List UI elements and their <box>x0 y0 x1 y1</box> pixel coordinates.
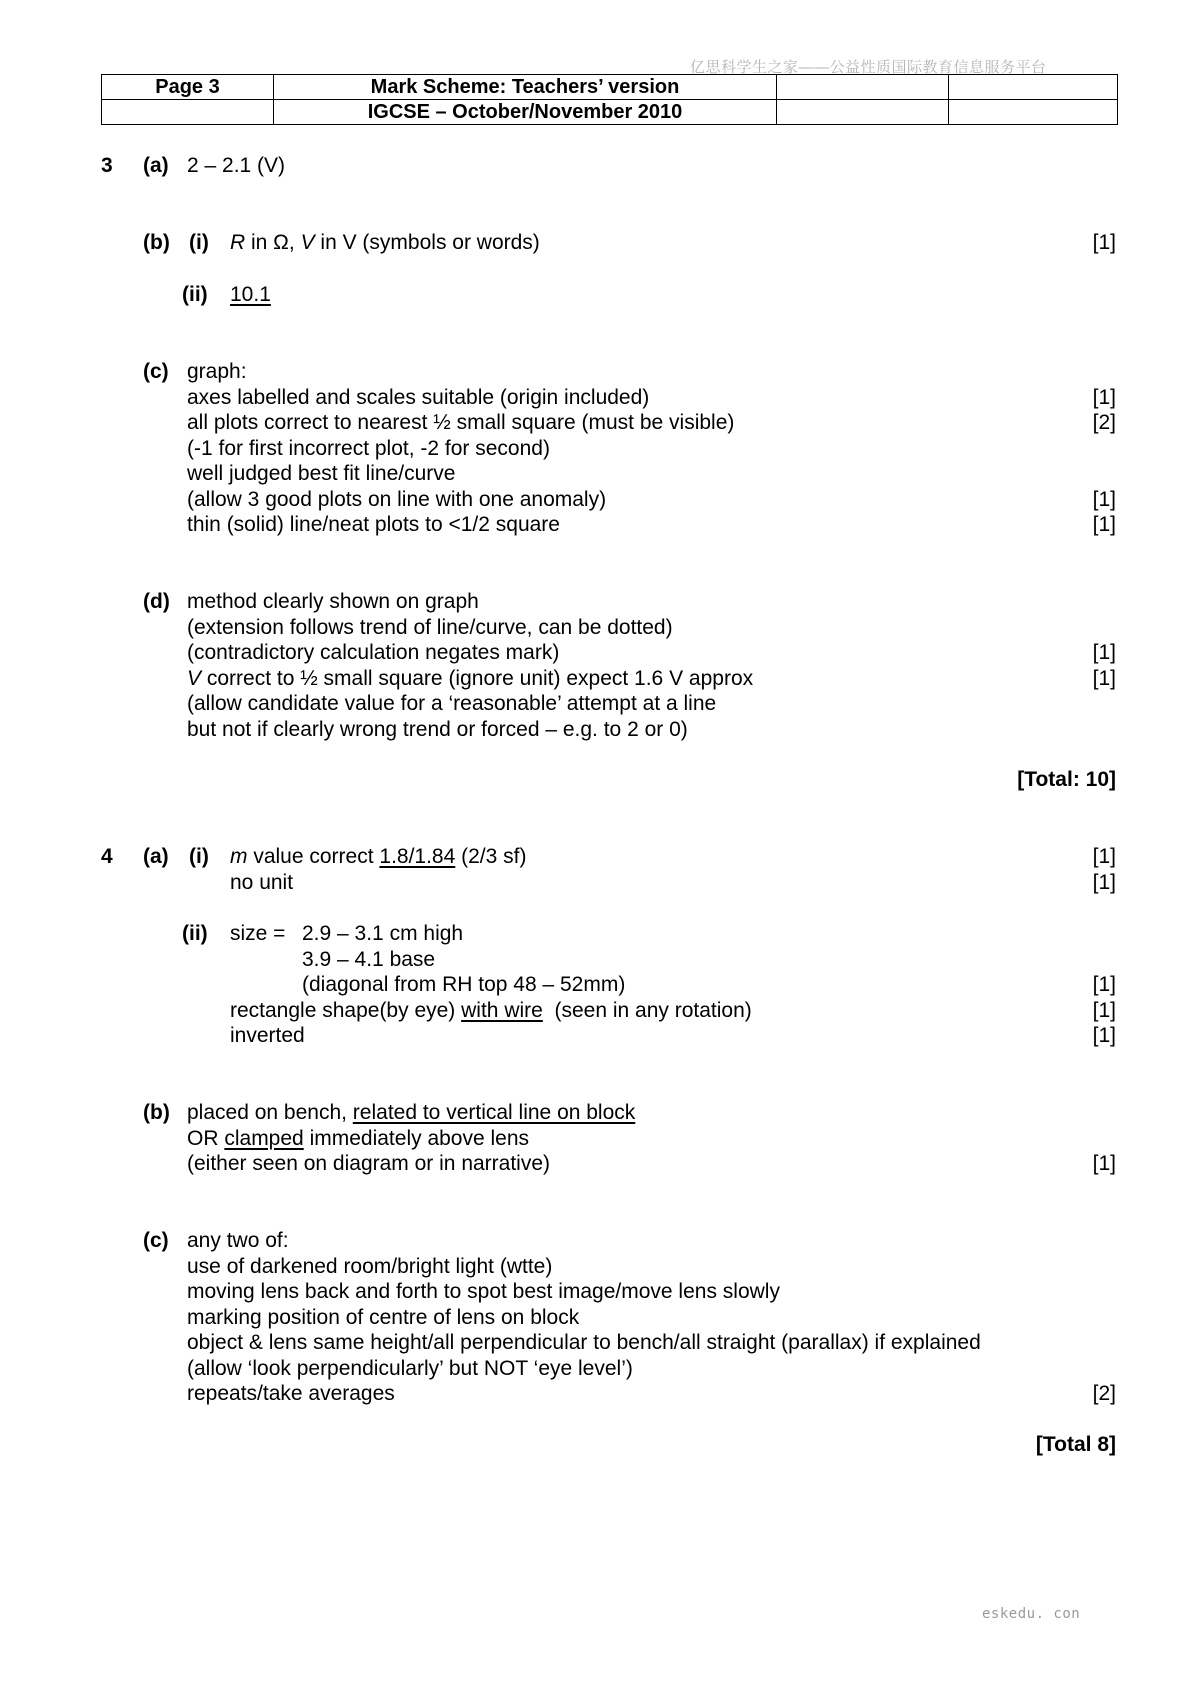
answer-line-text: rectangle shape(by eye) <box>230 998 462 1022</box>
answer-line: moving lens back and forth to spot best image/move lens slowly <box>187 1280 780 1303</box>
answer-3bi-text: in Ω, <box>245 231 301 254</box>
answer-line: graph: <box>187 360 247 383</box>
answer-line: method clearly shown on graph <box>187 590 479 613</box>
answer-line: (either seen on diagram or in narrative) <box>187 1152 551 1175</box>
header-cell <box>949 100 1118 125</box>
answer-3bi <box>230 230 540 255</box>
mark: [1] <box>1092 1024 1116 1047</box>
answer-3bii: 10.1 <box>230 283 271 306</box>
answer-line: object & lens same height/all perpendicular to bench/all straight (parallax) if explained <box>187 1331 981 1354</box>
answer-line: but not if clearly wrong trend or forced – e.g. to 2 or 0) <box>187 717 688 741</box>
answer-line: use of darkened room/bright light (wtte) <box>187 1254 553 1278</box>
part-label-3a: (a) <box>143 154 169 177</box>
mark: [1] <box>1092 487 1116 511</box>
answer-line-underlined: related to vertical line on block <box>352 1101 636 1124</box>
mark: [1] <box>1092 1152 1116 1175</box>
answer-line: (extension follows trend of line/curve, can be dotted) <box>187 615 673 639</box>
mark: [2] <box>1092 411 1116 434</box>
part-label-4a: (a) <box>143 845 169 868</box>
subpart-label-3bii: (ii) <box>182 283 208 306</box>
mark: [1] <box>1092 998 1116 1022</box>
symbol-v: V <box>187 666 202 690</box>
answer-4ai-value: 1.8/1.84 <box>379 845 456 868</box>
mark: [1] <box>1092 666 1116 690</box>
answer-line <box>230 998 752 1023</box>
subpart-label-3bi: (i) <box>189 231 209 254</box>
answer-line-text: immediately above lens <box>303 1126 530 1150</box>
part-label-3d: (d) <box>143 590 170 613</box>
total-q3: [Total: 10] <box>1017 768 1116 791</box>
header-syllabus <box>777 75 949 100</box>
answer-line: all plots correct to nearest ½ small square (must be visible) <box>187 411 735 434</box>
answer-line-text: OR <box>187 1126 225 1150</box>
answer-4ai-text: value correct <box>247 845 380 868</box>
part-label-4c: (c) <box>143 1229 169 1252</box>
answer-line: (allow ‘look perpendicularly’ but NOT ‘eye level’) <box>187 1356 633 1380</box>
mark: [1] <box>1092 385 1116 409</box>
subpart-label-4ai: (i) <box>189 845 209 868</box>
answer-line: inverted <box>230 1024 305 1047</box>
answer-line <box>187 1126 529 1151</box>
header-table <box>101 74 1118 125</box>
part-label-4b: (b) <box>143 1101 170 1124</box>
answer-line: axes labelled and scales suitable (origin included) <box>187 385 650 409</box>
mark: [1] <box>1092 845 1116 868</box>
answer-line: repeats/take averages <box>187 1382 395 1405</box>
answer-line: 3.9 – 4.1 base <box>302 947 436 971</box>
header-subtitle: IGCSE – October/November 2010 <box>274 100 777 125</box>
symbol-v: V <box>300 231 315 254</box>
header-title: Mark Scheme: Teachers’ version <box>274 75 777 100</box>
header-page: Page 3 <box>102 75 274 100</box>
part-label-3b: (b) <box>143 231 170 254</box>
watermark-text: 亿思科学生之家——公益性质国际教育信息服务平台 <box>690 59 1047 76</box>
answer-3bi-text: in V (symbols or words) <box>314 231 540 254</box>
mark: [1] <box>1092 231 1116 254</box>
mark: [1] <box>1092 641 1116 664</box>
part-label-3c: (c) <box>143 360 169 383</box>
answer-line-underlined: with wire <box>461 998 543 1022</box>
answer-line: size = <box>230 922 292 945</box>
answer-4ai <box>230 844 526 869</box>
subpart-label-4aii: (ii) <box>182 922 208 945</box>
header-paper <box>949 75 1118 100</box>
mark: [1] <box>1092 513 1116 536</box>
answer-line: 2.9 – 3.1 cm high <box>302 922 464 945</box>
question-number-4: 4 <box>101 845 113 868</box>
answer-line: (diagonal from RH top 48 – 52mm) <box>302 973 626 996</box>
answer-line: (allow 3 good plots on line with one anomaly) <box>187 487 607 511</box>
answer-line-text: correct to ½ small square (ignore unit) expect 1.6 V approx <box>201 666 754 690</box>
answer-line <box>187 666 753 691</box>
answer-4ai-text: (2/3 sf) <box>455 845 527 868</box>
answer-3a: 2 – 2.1 (V) <box>187 154 286 177</box>
total-q4: [Total 8] <box>1035 1433 1116 1456</box>
symbol-m: m <box>230 845 248 868</box>
answer-line: thin (solid) line/neat plots to <1/2 square <box>187 513 560 536</box>
answer-line: (allow candidate value for a ‘reasonable’ attempt at a line <box>187 692 717 715</box>
answer-line-underlined: clamped <box>224 1126 304 1150</box>
mark: [2] <box>1092 1382 1116 1405</box>
header-cell <box>777 100 949 125</box>
answer-line: any two of: <box>187 1229 289 1252</box>
answer-line: no unit <box>230 870 294 894</box>
answer-line-text: placed on bench, <box>187 1101 353 1124</box>
answer-line-text: (seen in any rotation) <box>542 998 752 1022</box>
answer-line <box>187 1100 635 1125</box>
answer-line: (contradictory calculation negates mark) <box>187 641 560 664</box>
watermark-site: eskedu. con <box>982 1606 1081 1622</box>
symbol-r: R <box>230 231 246 254</box>
mark: [1] <box>1092 870 1116 894</box>
answer-line: well judged best fit line/curve <box>187 462 456 485</box>
answer-line: marking position of centre of lens on block <box>187 1305 580 1329</box>
answer-line: (-1 for first incorrect plot, -2 for second) <box>187 436 550 460</box>
header-blank <box>102 100 274 125</box>
mark: [1] <box>1092 973 1116 996</box>
question-number-3: 3 <box>101 154 113 177</box>
